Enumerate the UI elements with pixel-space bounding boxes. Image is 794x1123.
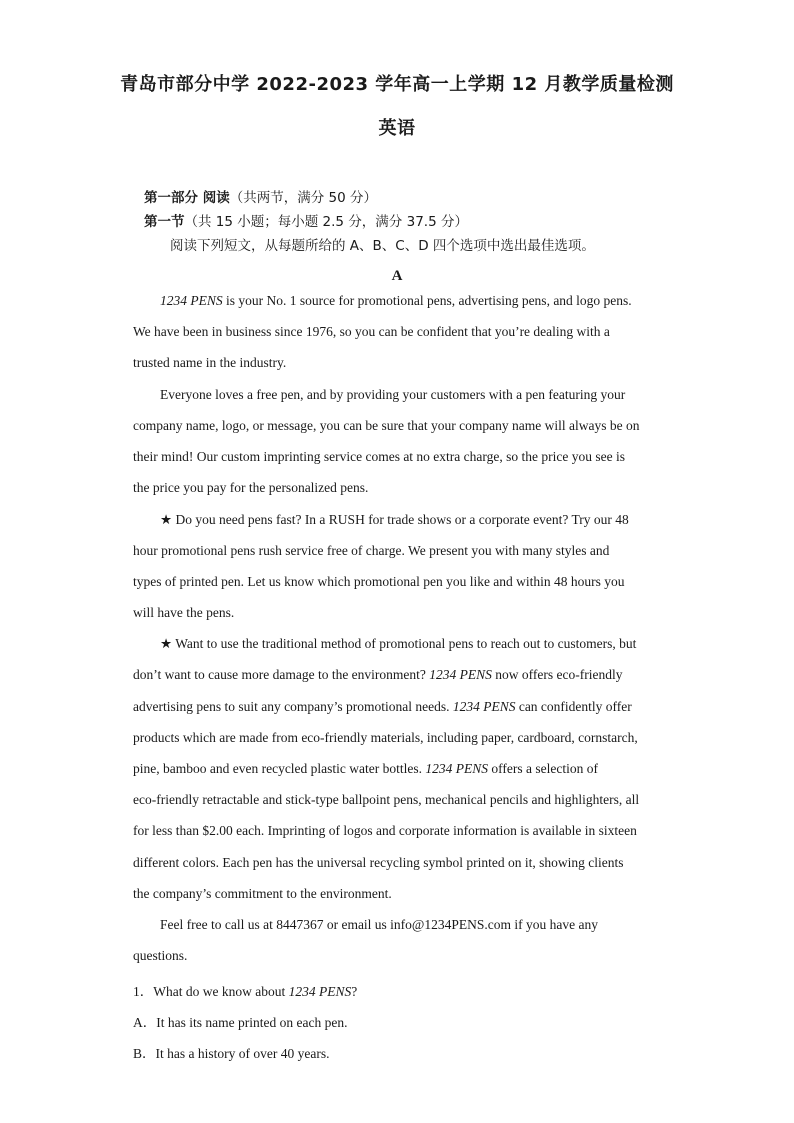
p1-line-1 bbox=[160, 293, 632, 309]
brand-name: 1234 PENS bbox=[160, 293, 223, 308]
p1-text: is your No. 1 source for promotional pens, advertising pens, and logo pens. bbox=[222, 293, 632, 308]
p4-line-8: different colors. Each pen has the universal recycling symbol printed on it, showing clients bbox=[133, 855, 624, 870]
p4-text: now offers eco-friendly bbox=[491, 667, 623, 682]
brand-name: 1234 PENS bbox=[288, 984, 352, 999]
part-heading bbox=[144, 186, 377, 206]
p4-line-6: eco-friendly retractable and stick-type ballpoint pens, mechanical pencils and highlighters, all bbox=[133, 792, 640, 807]
subject-title: 英语 bbox=[378, 118, 416, 139]
part-heading-label: 第一部分 阅读 bbox=[144, 190, 230, 206]
p1-line-3: trusted name in the industry. bbox=[133, 355, 287, 370]
section-heading bbox=[144, 210, 468, 230]
question-stem bbox=[133, 980, 357, 1000]
brand-name: 1234 PENS bbox=[452, 699, 516, 714]
section-heading-label: 第一节 bbox=[144, 214, 185, 230]
exam-title: 青岛市部分中学 2022-2023 学年高一上学期 12 月教学质量检测 bbox=[120, 74, 674, 95]
p2-line-4: the price you pay for the personalized pens. bbox=[133, 480, 369, 495]
p3-line-2: hour promotional pens rush service free of charge. We present you with many styles and bbox=[133, 543, 610, 558]
p2-line-2: company name, logo, or message, you can be sure that your company name will always be on bbox=[133, 418, 640, 433]
question-text: 1．What do we know about bbox=[133, 984, 289, 999]
p4-line-9: the company’s commitment to the environment. bbox=[133, 886, 392, 901]
part-note: （共两节，满分 50 分） bbox=[229, 190, 377, 206]
p2-line-3: their mind! Our custom imprinting service comes at no extra charge, so the price you see is bbox=[133, 449, 625, 464]
p4-text: offers a selection of bbox=[488, 761, 598, 776]
p3-line-4: will have the pens. bbox=[133, 605, 235, 620]
instruction: 阅读下列短文，从每题所给的 A、B、C、D 四个选项中选出最佳选项。 bbox=[170, 238, 595, 254]
p4-line-4: products which are made from eco-friendly materials, including paper, cardboard, cornstarch, bbox=[133, 730, 638, 745]
p4-line-1: ★ Want to use the traditional method of promotional pens to reach out to customers, but bbox=[160, 636, 637, 651]
p3-line-1: ★ Do you need pens fast? In a RUSH for trade shows or a corporate event? Try our 48 bbox=[160, 512, 629, 527]
p4-line-3 bbox=[133, 699, 632, 715]
p4-text: can confidently offer bbox=[515, 699, 632, 714]
p4-line-5 bbox=[133, 761, 598, 777]
p4-text: don’t want to cause more damage to the environment? bbox=[133, 667, 430, 682]
p5-line-2: questions. bbox=[133, 948, 188, 963]
section-note: （共 15 小题；每小题 2.5 分，满分 37.5 分） bbox=[184, 214, 468, 230]
p5-line-1: Feel free to call us at 8447367 or email us info@1234PENS.com if you have any bbox=[160, 917, 598, 932]
p4-line-2 bbox=[133, 667, 623, 683]
p3-line-3: types of printed pen. Let us know which promotional pen you like and within 48 hours you bbox=[133, 574, 625, 589]
brand-name: 1234 PENS bbox=[429, 667, 492, 682]
option-b: B．It has a history of over 40 years. bbox=[133, 1046, 330, 1061]
p4-line-7: for less than $2.00 each. Imprinting of logos and corporate information is available in sixteen bbox=[133, 823, 637, 838]
p2-line-1: Everyone loves a free pen, and by providing your customers with a pen featuring your bbox=[160, 387, 626, 402]
p4-text: advertising pens to suit any company’s promotional needs. bbox=[133, 699, 453, 714]
question-text: ? bbox=[351, 984, 358, 999]
p4-text: pine, bamboo and even recycled plastic water bottles. bbox=[133, 761, 426, 776]
p1-line-2: We have been in business since 1976, so you can be confident that you’re dealing with a bbox=[133, 324, 610, 339]
brand-name: 1234 PENS bbox=[425, 761, 489, 776]
passage-label: A bbox=[391, 268, 403, 284]
option-a: A．It has its name printed on each pen. bbox=[133, 1015, 348, 1030]
